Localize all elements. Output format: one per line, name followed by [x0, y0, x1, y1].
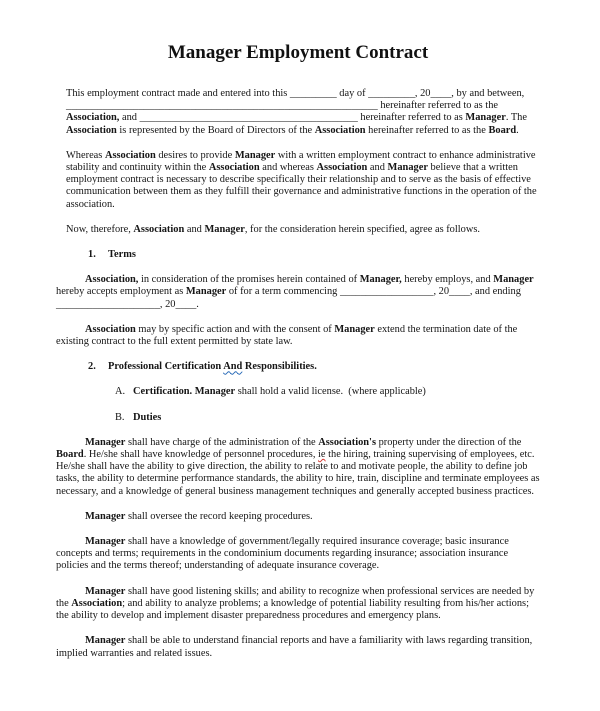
- list-number: 1.: [88, 249, 96, 261]
- defined-term: Responsibilities.: [242, 361, 317, 373]
- defined-term: Manager: [85, 536, 126, 548]
- defined-term: Association's: [318, 436, 376, 448]
- text-run: . He/she shall have knowledge of personnel procedures,: [83, 449, 319, 461]
- defined-term: Manager: [85, 436, 126, 448]
- defined-term: Manager: [185, 286, 227, 298]
- paragraph: [56, 436, 543, 498]
- paragraph: [56, 274, 540, 311]
- list-number: A.: [115, 386, 126, 398]
- text-run: .: [196, 298, 199, 310]
- defined-term: Board: [56, 449, 84, 461]
- defined-term: Association: [316, 162, 368, 174]
- text-run: hereby accepts employment as: [56, 274, 537, 298]
- text-run: hereinafter referred to as: [357, 112, 466, 124]
- paragraph: [66, 88, 540, 137]
- text-run: Whereas: [66, 149, 105, 161]
- text-run: and: [119, 112, 140, 124]
- defined-term: Manager: [85, 635, 126, 647]
- text-run: day of: [336, 88, 369, 99]
- defined-term: Manager: [465, 112, 506, 124]
- defined-term: And: [223, 361, 243, 373]
- defined-term: Manager: [387, 162, 428, 174]
- text-run: hereinafter referred to as the: [377, 100, 501, 112]
- blank-field: ____: [430, 88, 452, 99]
- defined-term: Association: [66, 124, 117, 136]
- paragraph: [56, 586, 540, 623]
- defined-term: Certification.: [133, 386, 195, 398]
- defined-term: Association: [133, 223, 185, 235]
- blank-field: ____________________: [56, 298, 160, 310]
- defined-term: Manager: [334, 323, 375, 335]
- text-run: This employment contract made and entered into this: [66, 88, 290, 99]
- defined-term: Terms: [108, 249, 136, 261]
- text-run: the hiring, training supervising of employees, etc. He/she shall have the ability to give direction, the ability to relate to and motivate people, the ability to define job tasks, the ability to determine performance standards, the ability to hire, train, discipline and terminate employees as necessary, and a knowledge of general business management techniques and generally accepted business practices.: [56, 449, 543, 497]
- defined-term: Professional Certification: [108, 361, 224, 373]
- defined-term: Manager: [85, 510, 126, 522]
- blank-field: _________: [368, 88, 415, 99]
- list-number: 2.: [88, 361, 96, 373]
- document-title: Manager Employment Contract: [167, 42, 429, 63]
- blank-field: _________: [289, 88, 337, 99]
- text-run: shall hold a valid license. (where applicable): [235, 386, 426, 398]
- paragraph: [56, 635, 540, 659]
- defined-term: Duties: [133, 411, 162, 423]
- defined-term: Board: [488, 124, 517, 136]
- text-run: hereby employs, and: [401, 274, 494, 286]
- list-number: B.: [115, 411, 125, 423]
- defined-term: Manager: [85, 585, 126, 597]
- list-item: [115, 412, 540, 424]
- text-run: and whereas: [259, 162, 317, 174]
- defined-term: Association,: [66, 112, 120, 124]
- text-run: , by and between,: [451, 88, 527, 99]
- text-run: shall have a knowledge of government/legally required insurance coverage; basic insurance concepts and terms; requirements in the condominium documents regarding insurance; association insurance policies and the terms thereof; understanding of adequate insurance coverage.: [56, 536, 512, 572]
- text-run: in consideration of the promises herein contained of: [138, 274, 360, 286]
- blank-field: ____: [175, 298, 197, 310]
- defined-term: Manager,: [359, 274, 402, 286]
- text-run: , 20: [433, 286, 450, 298]
- text-run: , 20: [414, 88, 431, 99]
- text-run: and: [184, 223, 205, 235]
- blank-field: __________________________________________: [139, 112, 358, 124]
- paragraph: [56, 536, 540, 573]
- paragraph: [56, 511, 540, 523]
- paragraph: [66, 224, 540, 236]
- blank-field: ____________________________________________________________: [66, 100, 378, 112]
- text-run: ; and ability to analyze problems; a knowledge of potential liability resulting from his/her actions; the ability to develop and implement disaster preparedness procedures and emergency plans.: [56, 597, 532, 622]
- defined-term: Manager: [234, 149, 276, 161]
- text-run: , for the consideration herein specified, agree as follows.: [244, 223, 480, 235]
- text-run: with a written employment contract to enhance administrative stability and continuity within the: [66, 149, 539, 174]
- paragraph: [56, 324, 540, 348]
- defined-term: Manager: [493, 274, 534, 286]
- text-run: , and ending: [469, 286, 524, 298]
- list-item: [115, 386, 540, 398]
- text-run: Now, therefore,: [66, 223, 134, 235]
- text-run: of for a term commencing: [226, 286, 340, 298]
- blank-field: __________________: [339, 286, 434, 298]
- defined-term: Manager: [194, 386, 236, 398]
- text-run: desires to provide: [155, 149, 235, 161]
- defined-term: Association: [314, 124, 366, 136]
- defined-term: Association: [71, 597, 123, 609]
- text-run: is represented by the Board of Directors of the: [116, 124, 315, 136]
- text-run: extend the termination date of the existing contract to the full extent permitted by state law.: [56, 323, 520, 348]
- defined-term: Association,: [85, 274, 139, 286]
- blank-field: ____: [449, 286, 470, 298]
- text-run: and: [367, 162, 388, 174]
- text-run: hereinafter referred to as the: [365, 124, 489, 136]
- defined-term: Association: [85, 323, 136, 335]
- text-run: shall be able to understand financial reports and have a familiarity with laws regarding transition, implied warranties and related issues.: [56, 635, 535, 659]
- paragraph: [66, 150, 540, 211]
- defined-term: Association: [208, 162, 260, 174]
- text-run: property under the direction of the: [375, 436, 525, 448]
- text-run: believe that a written employment contract is necessary to describe specifically their relationship and to serve as the basis of effective communication between them as they fulfill their governance and administrative functions in the operation of the association.: [66, 162, 540, 210]
- list-item: [88, 249, 540, 261]
- text-run: ie: [318, 449, 326, 461]
- text-run: , 20: [159, 298, 176, 310]
- text-run: shall have good listening skills; and ability to recognize when professional services are needed by the: [56, 585, 537, 609]
- text-run: may by specific action and with the consent of: [135, 323, 335, 335]
- text-run: shall oversee the record keeping procedures.: [125, 510, 313, 522]
- defined-term: Association: [104, 149, 156, 161]
- text-run: shall have charge of the administration of the: [125, 436, 319, 448]
- text-run: . The: [505, 112, 530, 124]
- defined-term: Manager: [204, 223, 245, 235]
- list-item: [88, 361, 540, 373]
- text-run: .: [516, 124, 519, 136]
- document-body: [56, 88, 543, 660]
